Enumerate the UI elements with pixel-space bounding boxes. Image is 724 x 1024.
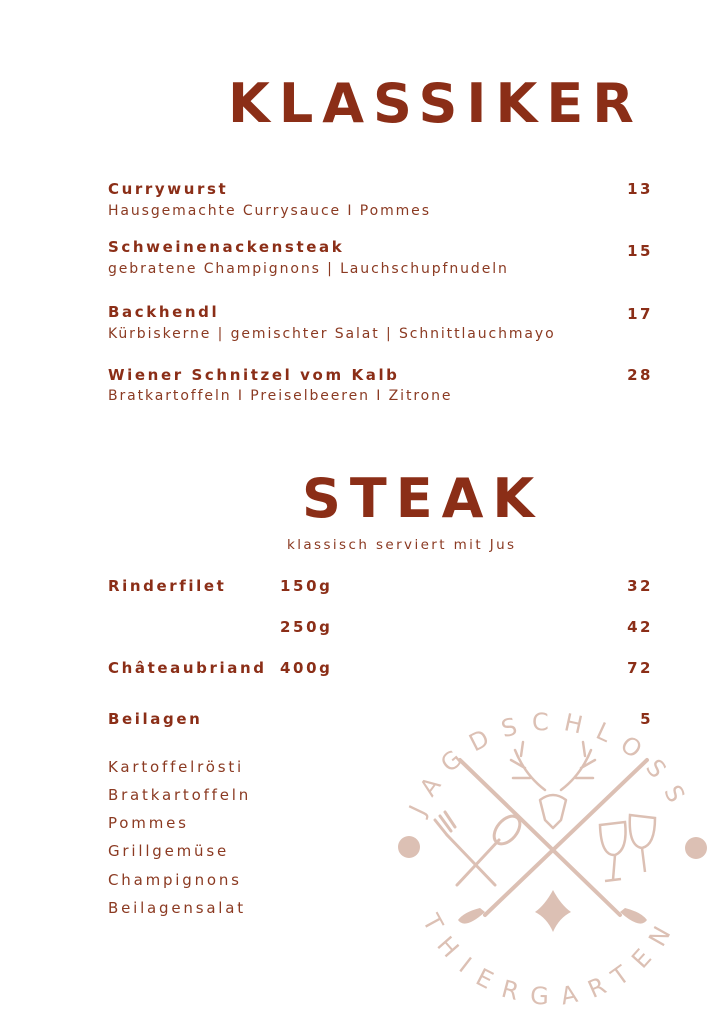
- steak-price: 42: [627, 618, 653, 636]
- section-title-klassiker: KLASSIKER: [228, 72, 643, 135]
- side-item: Grillgemüse: [108, 842, 230, 860]
- steak-price: 72: [627, 659, 653, 677]
- sides-title: Beilagen: [108, 710, 203, 728]
- steak-weight: 250g: [280, 618, 333, 636]
- menu-item-name: Wiener Schnitzel vom Kalb: [108, 366, 400, 384]
- svg-text:THIERGARTEN: THIERGARTEN: [416, 909, 684, 1011]
- side-item: Champignons: [108, 871, 242, 889]
- steak-price: 32: [627, 577, 653, 595]
- svg-text:JAGDSCHLOSS: JAGDSCHLOSS: [403, 707, 697, 820]
- jagdschloss-logo: [385, 690, 724, 1020]
- sides-price: 5: [640, 710, 653, 728]
- menu-item-description: Bratkartoffeln I Preiselbeeren I Zitrone: [108, 388, 453, 404]
- menu-item-description: gebratene Champignons | Lauchschupfnudeln: [108, 261, 509, 277]
- menu-item-name: Backhendl: [108, 303, 220, 321]
- stag-icon: [511, 742, 595, 828]
- fleur-icon: [535, 890, 571, 932]
- menu-item-description: Kürbiskerne | gemischter Salat | Schnittlauchmayo: [108, 326, 556, 342]
- wine-glasses-icon: [600, 815, 655, 881]
- fork-spoon-icon: [435, 811, 525, 885]
- steak-weight: 150g: [280, 577, 333, 595]
- steak-name: Châteaubriand: [108, 659, 267, 677]
- menu-item-price: 15: [627, 242, 653, 260]
- menu-item-price: 17: [627, 305, 653, 323]
- section-title-steak: STEAK: [302, 467, 544, 530]
- side-item: Pommes: [108, 814, 189, 832]
- section-subtitle: klassisch serviert mit Jus: [287, 537, 517, 553]
- menu-item-price: 13: [627, 180, 653, 198]
- steak-weight: 400g: [280, 659, 333, 677]
- side-item: Kartoffelrösti: [108, 758, 245, 776]
- menu-item-name: Currywurst: [108, 180, 229, 198]
- side-item: Beilagensalat: [108, 899, 246, 917]
- menu-item-description: Hausgemachte Currysauce I Pommes: [108, 203, 431, 219]
- side-item: Bratkartoffeln: [108, 786, 252, 804]
- steak-name: Rinderfilet: [108, 577, 227, 595]
- menu-item-price: 28: [627, 366, 653, 384]
- menu-item-name: Schweinenackensteak: [108, 238, 345, 256]
